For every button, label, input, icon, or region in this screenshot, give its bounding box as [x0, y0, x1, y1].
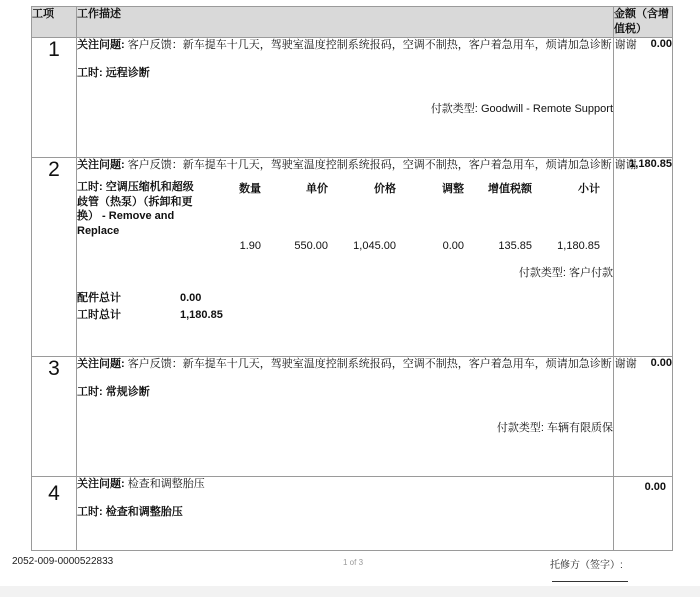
- row-index: 4: [32, 477, 77, 551]
- detail-header-adjust: 调整: [442, 183, 464, 195]
- concern-text: 客户反馈：新车提车十几天，驾驶室温度控制系统报码，空调不制热，客户着急用车，烦请加急诊断 谢谢: [127, 39, 637, 51]
- pay-label: 付款类型:: [430, 103, 478, 115]
- pay-type: [77, 421, 613, 435]
- concern-line: [77, 477, 613, 491]
- col-header-item: 工项: [32, 7, 77, 38]
- labor-text: 检查和调整胎压: [105, 506, 183, 518]
- labor-label: 工时:: [77, 506, 103, 518]
- concern-line: [77, 158, 637, 172]
- row-amount: 0.00: [614, 477, 673, 551]
- labor-detail-grid: [77, 180, 613, 252]
- document-number: 2052-009-0000522833: [12, 556, 114, 567]
- detail-header-price: 价格: [374, 183, 396, 195]
- page-bottom-bar: [0, 586, 700, 597]
- detail-header-unit-price: 单价: [306, 183, 328, 195]
- table-row: [32, 477, 673, 551]
- pay-value: Goodwill - Remote Support: [480, 103, 613, 115]
- labor-text: 常规诊断: [105, 386, 150, 398]
- page-indicator: 1 of 3: [343, 558, 364, 567]
- detail-header-row: [229, 180, 600, 196]
- row-index: 2: [32, 158, 77, 357]
- detail-qty: 1.90: [239, 240, 261, 252]
- job-table: [31, 6, 673, 551]
- pay-type: [77, 266, 613, 280]
- col-header-amount: 金额（含增值税）: [614, 7, 673, 38]
- concern-label: 关注问题:: [77, 159, 125, 171]
- concern-label: 关注问题:: [77, 478, 125, 490]
- row-amount: 0.00: [614, 357, 673, 477]
- labor-line: [77, 66, 613, 80]
- table-header-row: [32, 7, 673, 38]
- detail-subtotal: 1,180.85: [557, 240, 600, 252]
- concern-label: 关注问题:: [77, 39, 125, 51]
- pay-value: 车辆有限质保: [547, 422, 613, 434]
- detail-value-row: [229, 240, 600, 252]
- pay-label: 付款类型:: [496, 422, 544, 434]
- concern-label: 关注问题:: [77, 358, 125, 370]
- pay-value: 客户付款: [569, 267, 613, 279]
- row-description: [77, 38, 637, 158]
- labor-text: 远程诊断: [105, 67, 150, 79]
- concern-text: 客户反馈：新车提车十几天，驾驶室温度控制系统报码，空调不制热，客户着急用车，烦请加急诊断 谢谢: [127, 358, 637, 370]
- signature-line: [550, 556, 700, 582]
- concern-text: 客户反馈：新车提车十几天，驾驶室温度控制系统报码，空调不制热，客户着急用车，烦请加急诊断 谢谢: [127, 159, 637, 171]
- pay-label: 付款类型:: [518, 267, 566, 279]
- concern-line: [77, 357, 637, 371]
- concern-line: [77, 38, 637, 52]
- parts-total-value: 0.00: [180, 292, 202, 304]
- parts-total-label: 配件总计: [77, 292, 121, 304]
- row-amount: 1,180.85: [614, 158, 673, 357]
- row-description: [77, 477, 614, 551]
- col-header-description: 工作描述: [77, 7, 614, 38]
- concern-text: 检查和调整胎压: [127, 478, 205, 490]
- signature-label: 托修方（签字）:: [550, 560, 623, 571]
- labor-label: 工时:: [77, 67, 103, 79]
- pay-type: [77, 102, 613, 116]
- labor-total-value: 1,180.85: [180, 309, 223, 321]
- detail-header-qty: 数量: [239, 183, 261, 195]
- row-amount: 0.00: [614, 38, 673, 158]
- row-description: [77, 357, 637, 477]
- labor-label: 工时:: [77, 386, 103, 398]
- detail-header-vat: 增值税额: [488, 183, 532, 195]
- row-description: [77, 158, 637, 357]
- detail-vat: 135.85: [498, 240, 532, 252]
- labor-total-line: [77, 307, 613, 324]
- detail-price: 1,045.00: [353, 240, 396, 252]
- row-index: 1: [32, 38, 77, 158]
- labor-line: [77, 505, 613, 519]
- labor-line: [77, 385, 613, 399]
- row-index: 3: [32, 357, 77, 477]
- labor-title: 工时: 空调压缩机和超级 歧管（热泵）（拆卸和更 换） - Remove and Replace: [77, 181, 194, 237]
- detail-adjust: 0.00: [442, 240, 464, 252]
- signature-underline: [552, 571, 628, 582]
- table-row: [32, 158, 673, 357]
- table-row: [32, 357, 673, 477]
- labor-total-label: 工时总计: [77, 309, 121, 321]
- detail-unit-price: 550.00: [294, 240, 328, 252]
- parts-total-line: [77, 290, 613, 307]
- table-row: [32, 38, 673, 158]
- detail-header-subtotal: 小计: [578, 183, 600, 195]
